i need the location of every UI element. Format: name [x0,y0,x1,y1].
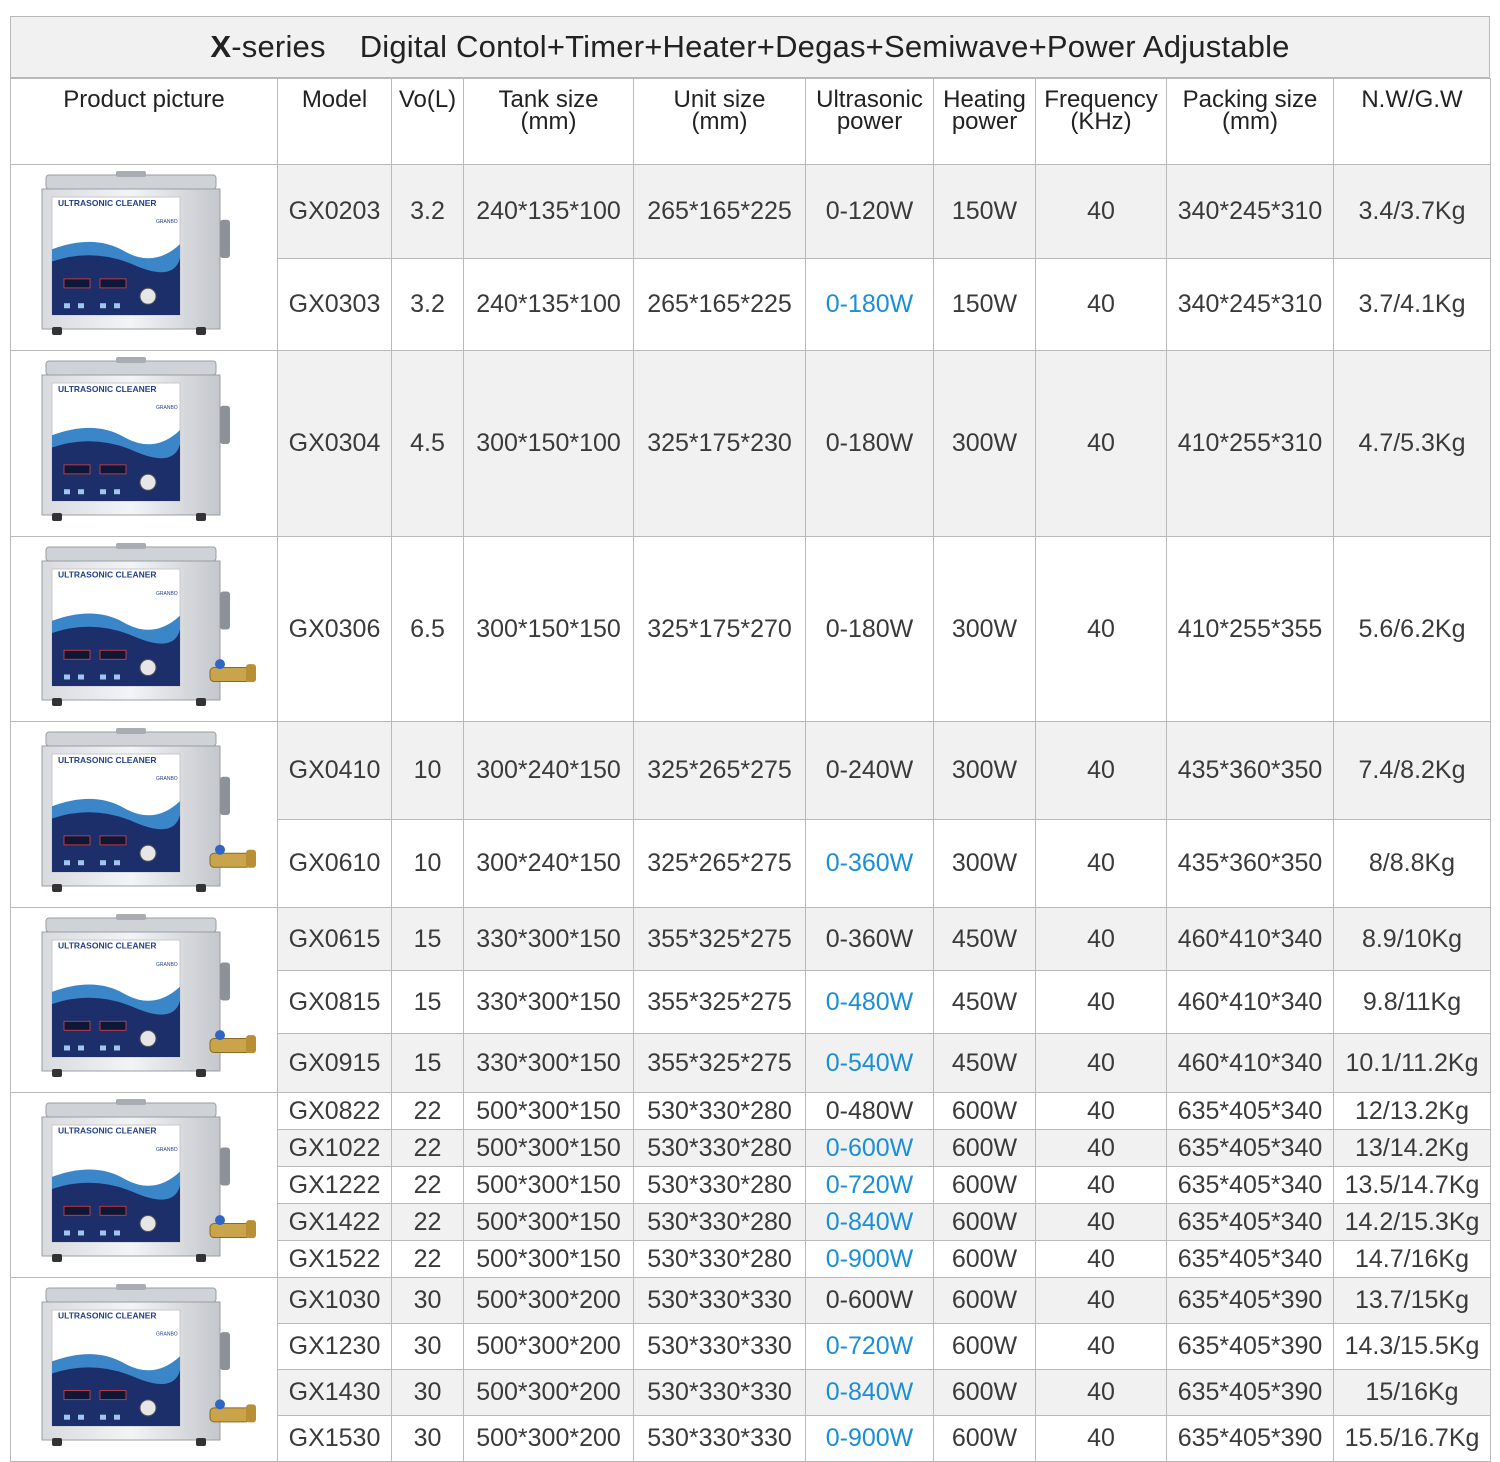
cell-unit-size: 530*330*330 [634,1278,806,1324]
ultrasonic-cleaner-product-image [24,543,264,716]
cell-ultrasonic-power: 0-720W [806,1324,934,1370]
header-model: Model [278,79,392,165]
drain-valve-icon [210,1399,256,1422]
foot-icon [52,513,62,521]
cell-weight: 3.4/3.7Kg [1334,165,1491,259]
cell-frequency: 40 [1036,1167,1167,1204]
handle-icon [220,591,230,629]
cell-unit-size: 355*325*275 [634,908,806,971]
cell-volume: 30 [392,1370,464,1416]
header-heat-line2: power [951,108,1018,135]
power-knob-icon [140,659,156,675]
cell-heating-power: 600W [934,1167,1036,1204]
spec-table [10,78,1491,1462]
product-picture-cell [11,537,278,722]
cell-model: GX1230 [278,1324,392,1370]
cell-volume: 10 [392,722,464,820]
svg-text:GRANBO: GRANBO [156,961,178,968]
header-weight: N.W/G.W [1334,79,1491,165]
cell-unit-size: 530*330*330 [634,1324,806,1370]
header-packing-size [1167,79,1334,165]
cell-frequency: 40 [1036,1130,1167,1167]
header-freq-line2: (KHz) [1070,108,1132,135]
cell-weight: 13/14.2Kg [1334,1130,1491,1167]
handle-icon [220,962,230,1000]
cell-tank-size: 500*300*150 [464,1167,634,1204]
ultrasonic-cleaner-product-image [24,728,264,902]
cell-weight: 9.8/11Kg [1334,971,1491,1034]
spec-sheet [10,16,1490,1452]
table-row [11,165,1491,259]
drain-valve-icon [210,659,256,682]
ultrasonic-cleaner-product-image [24,171,264,345]
cell-tank-size: 330*300*150 [464,971,634,1034]
cell-unit-size: 325*265*275 [634,722,806,820]
cell-packing-size: 635*405*340 [1167,1093,1334,1130]
cell-unit-size: 325*265*275 [634,820,806,908]
cell-frequency: 40 [1036,1241,1167,1278]
svg-text:ULTRASONIC CLEANER: ULTRASONIC CLEANER [58,1309,157,1320]
cell-weight: 4.7/5.3Kg [1334,351,1491,537]
product-picture-cell [11,1093,278,1278]
cell-heating-power: 150W [934,259,1036,351]
cell-ultrasonic-power: 0-240W [806,722,934,820]
cell-volume: 10 [392,820,464,908]
svg-text:GRANBO: GRANBO [156,404,178,411]
cell-ultrasonic-power: 0-900W [806,1241,934,1278]
cell-frequency: 40 [1036,1370,1167,1416]
cell-heating-power: 600W [934,1416,1036,1462]
cell-model: GX1222 [278,1167,392,1204]
lid-icon [46,361,216,375]
cell-unit-size: 325*175*270 [634,537,806,722]
cell-tank-size: 500*300*200 [464,1370,634,1416]
cell-tank-size: 330*300*150 [464,908,634,971]
lid-icon [46,1288,216,1302]
header-ultra-line2: power [836,108,903,135]
cell-frequency: 40 [1036,1204,1167,1241]
cell-model: GX0304 [278,351,392,537]
cell-volume: 30 [392,1278,464,1324]
header-volume: Vo(L) [392,79,464,165]
cell-weight: 14.2/15.3Kg [1334,1204,1491,1241]
table-row [11,537,1491,722]
header-row [11,79,1491,165]
handle-icon [220,219,230,257]
header-ultrasonic-power [806,79,934,165]
header-picture: Product picture [11,79,278,165]
cell-tank-size: 240*135*100 [464,259,634,351]
cell-frequency: 40 [1036,971,1167,1034]
cell-ultrasonic-power: 0-360W [806,820,934,908]
cell-tank-size: 330*300*150 [464,1034,634,1093]
table-row [11,908,1491,971]
cell-model: GX0203 [278,165,392,259]
cell-ultrasonic-power: 0-120W [806,165,934,259]
power-knob-icon [140,845,156,861]
cell-unit-size: 355*325*275 [634,971,806,1034]
svg-text:GRANBO: GRANBO [156,218,178,225]
cell-tank-size: 500*300*150 [464,1241,634,1278]
cell-frequency: 40 [1036,537,1167,722]
svg-text:ULTRASONIC CLEANER: ULTRASONIC CLEANER [58,197,157,208]
product-picture-cell [11,351,278,537]
cell-unit-size: 530*330*330 [634,1370,806,1416]
cell-model: GX0610 [278,820,392,908]
svg-text:ULTRASONIC CLEANER: ULTRASONIC CLEANER [58,383,157,394]
cell-unit-size: 355*325*275 [634,1034,806,1093]
cell-tank-size: 500*300*150 [464,1204,634,1241]
cell-ultrasonic-power: 0-840W [806,1204,934,1241]
cell-frequency: 40 [1036,1416,1167,1462]
ultrasonic-cleaner-product-image [24,1284,264,1456]
header-pack-line1: Packing size [1182,86,1318,113]
cell-frequency: 40 [1036,722,1167,820]
cell-packing-size: 635*405*340 [1167,1130,1334,1167]
cell-ultrasonic-power: 0-720W [806,1167,934,1204]
cell-volume: 15 [392,1034,464,1093]
cell-ultrasonic-power: 0-600W [806,1130,934,1167]
cell-volume: 3.2 [392,165,464,259]
cell-model: GX1030 [278,1278,392,1324]
cell-frequency: 40 [1036,1034,1167,1093]
header-freq-line1: Frequency [1044,86,1158,113]
header-tank-size [464,79,634,165]
cell-model: GX1422 [278,1204,392,1241]
cell-frequency: 40 [1036,820,1167,908]
cell-frequency: 40 [1036,908,1167,971]
cell-volume: 30 [392,1416,464,1462]
cell-heating-power: 450W [934,1034,1036,1093]
cell-frequency: 40 [1036,165,1167,259]
svg-text:GRANBO: GRANBO [156,1331,178,1338]
cell-ultrasonic-power: 0-540W [806,1034,934,1093]
cell-ultrasonic-power: 0-180W [806,351,934,537]
cell-packing-size: 635*405*340 [1167,1167,1334,1204]
handle-icon [220,776,230,814]
cell-weight: 5.6/6.2Kg [1334,537,1491,722]
cell-unit-size: 530*330*330 [634,1416,806,1462]
cell-packing-size: 635*405*340 [1167,1204,1334,1241]
lid-icon [46,1103,216,1117]
foot-icon [52,1254,62,1262]
cell-unit-size: 325*175*230 [634,351,806,537]
foot-icon [52,1438,62,1446]
cell-unit-size: 530*330*280 [634,1093,806,1130]
lid-icon [46,918,216,932]
cell-tank-size: 300*150*150 [464,537,634,722]
ultrasonic-cleaner-product-image [24,914,264,1087]
cell-tank-size: 300*150*100 [464,351,634,537]
cell-heating-power: 300W [934,820,1036,908]
cell-tank-size: 500*300*200 [464,1324,634,1370]
table-row [11,351,1491,537]
series-suffix: -series [231,29,326,64]
product-picture-cell [11,165,278,351]
cell-frequency: 40 [1036,1093,1167,1130]
svg-text:GRANBO: GRANBO [156,1146,178,1153]
header-tank-line2: (mm) [520,108,577,135]
cell-model: GX0822 [278,1093,392,1130]
cell-weight: 3.7/4.1Kg [1334,259,1491,351]
power-knob-icon [140,288,156,304]
cell-ultrasonic-power: 0-180W [806,259,934,351]
series-letter: X [210,29,232,64]
cell-packing-size: 460*410*340 [1167,1034,1334,1093]
cell-frequency: 40 [1036,351,1167,537]
cell-heating-power: 600W [934,1278,1036,1324]
cell-heating-power: 600W [934,1241,1036,1278]
cell-volume: 22 [392,1204,464,1241]
cell-heating-power: 300W [934,722,1036,820]
cell-unit-size: 530*330*280 [634,1167,806,1204]
cell-volume: 3.2 [392,259,464,351]
cell-model: GX0306 [278,537,392,722]
power-knob-icon [140,1215,156,1231]
cell-volume: 15 [392,908,464,971]
cell-heating-power: 300W [934,537,1036,722]
cell-heating-power: 600W [934,1130,1036,1167]
drain-valve-icon [210,844,256,867]
cell-unit-size: 265*165*225 [634,165,806,259]
cell-weight: 8.9/10Kg [1334,908,1491,971]
handle-icon [220,1147,230,1185]
cell-heating-power: 450W [934,971,1036,1034]
cell-unit-size: 530*330*280 [634,1204,806,1241]
svg-text:ULTRASONIC CLEANER: ULTRASONIC CLEANER [58,569,157,580]
cell-ultrasonic-power: 0-480W [806,1093,934,1130]
lid-icon [46,175,216,189]
header-pack-line2: (mm) [1222,108,1278,135]
cell-heating-power: 600W [934,1370,1036,1416]
drain-valve-icon [210,1030,256,1053]
cell-weight: 10.1/11.2Kg [1334,1034,1491,1093]
cell-weight: 12/13.2Kg [1334,1093,1491,1130]
cell-tank-size: 300*240*150 [464,820,634,908]
foot-icon [52,1069,62,1077]
lid-icon [46,732,216,746]
cell-weight: 15.5/16.7Kg [1334,1416,1491,1462]
cell-frequency: 40 [1036,259,1167,351]
cell-packing-size: 410*255*310 [1167,351,1334,537]
cell-tank-size: 500*300*200 [464,1416,634,1462]
table-row [11,722,1491,820]
power-knob-icon [140,474,156,490]
svg-text:ULTRASONIC CLEANER: ULTRASONIC CLEANER [58,940,157,951]
drain-valve-icon [210,1215,256,1238]
cell-ultrasonic-power: 0-360W [806,908,934,971]
cell-packing-size: 340*245*310 [1167,165,1334,259]
foot-icon [52,698,62,706]
svg-text:GRANBO: GRANBO [156,775,178,782]
cell-frequency: 40 [1036,1278,1167,1324]
svg-text:ULTRASONIC CLEANER: ULTRASONIC CLEANER [58,754,157,765]
cell-heating-power: 300W [934,351,1036,537]
lid-icon [46,547,216,561]
cell-packing-size: 435*360*350 [1167,722,1334,820]
cell-model: GX0410 [278,722,392,820]
header-unit-line2: (mm) [691,108,748,135]
cell-model: GX1522 [278,1241,392,1278]
cell-packing-size: 340*245*310 [1167,259,1334,351]
header-heat-line1: Heating [943,86,1026,113]
cell-packing-size: 435*360*350 [1167,820,1334,908]
foot-icon [52,327,62,335]
svg-text:GRANBO: GRANBO [156,590,178,597]
cell-heating-power: 600W [934,1324,1036,1370]
power-knob-icon [140,1030,156,1046]
cell-tank-size: 300*240*150 [464,722,634,820]
header-unit-size [634,79,806,165]
handle-icon [220,405,230,443]
cell-weight: 8/8.8Kg [1334,820,1491,908]
cell-packing-size: 635*405*390 [1167,1370,1334,1416]
cell-packing-size: 635*405*340 [1167,1241,1334,1278]
cell-packing-size: 460*410*340 [1167,971,1334,1034]
header-unit-line1: Unit size [673,86,766,113]
cell-ultrasonic-power: 0-180W [806,537,934,722]
cell-heating-power: 450W [934,908,1036,971]
svg-text:ULTRASONIC CLEANER: ULTRASONIC CLEANER [58,1125,157,1136]
cell-unit-size: 530*330*280 [634,1241,806,1278]
cell-unit-size: 530*330*280 [634,1130,806,1167]
cell-unit-size: 265*165*225 [634,259,806,351]
header-heating-power [934,79,1036,165]
cell-packing-size: 635*405*390 [1167,1416,1334,1462]
header-tank-line1: Tank size [498,86,599,113]
cell-ultrasonic-power: 0-900W [806,1416,934,1462]
cell-volume: 22 [392,1241,464,1278]
cell-ultrasonic-power: 0-600W [806,1278,934,1324]
cell-weight: 14.7/16Kg [1334,1241,1491,1278]
cell-weight: 13.5/14.7Kg [1334,1167,1491,1204]
cell-model: GX0915 [278,1034,392,1093]
page-title [10,16,1490,78]
feature-list: Digital Contol+Timer+Heater+Degas+Semiwave+Power Adjustable [359,29,1290,64]
cell-tank-size: 240*135*100 [464,165,634,259]
product-picture-cell [11,908,278,1093]
ultrasonic-cleaner-product-image [24,357,264,531]
cell-volume: 15 [392,971,464,1034]
cell-packing-size: 460*410*340 [1167,908,1334,971]
cell-ultrasonic-power: 0-480W [806,971,934,1034]
cell-tank-size: 500*300*150 [464,1130,634,1167]
cell-model: GX0815 [278,971,392,1034]
product-picture-cell [11,1278,278,1462]
cell-volume: 4.5 [392,351,464,537]
cell-weight: 13.7/15Kg [1334,1278,1491,1324]
cell-packing-size: 635*405*390 [1167,1278,1334,1324]
cell-heating-power: 600W [934,1204,1036,1241]
cell-weight: 15/16Kg [1334,1370,1491,1416]
ultrasonic-cleaner-product-image [24,1099,264,1272]
cell-packing-size: 635*405*390 [1167,1324,1334,1370]
table-row [11,1093,1491,1130]
cell-weight: 7.4/8.2Kg [1334,722,1491,820]
header-frequency [1036,79,1167,165]
handle-icon [220,1332,230,1370]
cell-tank-size: 500*300*150 [464,1093,634,1130]
cell-model: GX1430 [278,1370,392,1416]
cell-packing-size: 410*255*355 [1167,537,1334,722]
foot-icon [52,884,62,892]
power-knob-icon [140,1399,156,1415]
cell-volume: 22 [392,1093,464,1130]
cell-model: GX0615 [278,908,392,971]
cell-heating-power: 150W [934,165,1036,259]
cell-volume: 30 [392,1324,464,1370]
cell-heating-power: 600W [934,1093,1036,1130]
product-picture-cell [11,722,278,908]
cell-tank-size: 500*300*200 [464,1278,634,1324]
header-ultra-line1: Ultrasonic [816,86,923,113]
table-row [11,1278,1491,1324]
cell-ultrasonic-power: 0-840W [806,1370,934,1416]
cell-volume: 6.5 [392,537,464,722]
cell-weight: 14.3/15.5Kg [1334,1324,1491,1370]
cell-volume: 22 [392,1167,464,1204]
cell-frequency: 40 [1036,1324,1167,1370]
cell-volume: 22 [392,1130,464,1167]
cell-model: GX1022 [278,1130,392,1167]
cell-model: GX1530 [278,1416,392,1462]
cell-model: GX0303 [278,259,392,351]
